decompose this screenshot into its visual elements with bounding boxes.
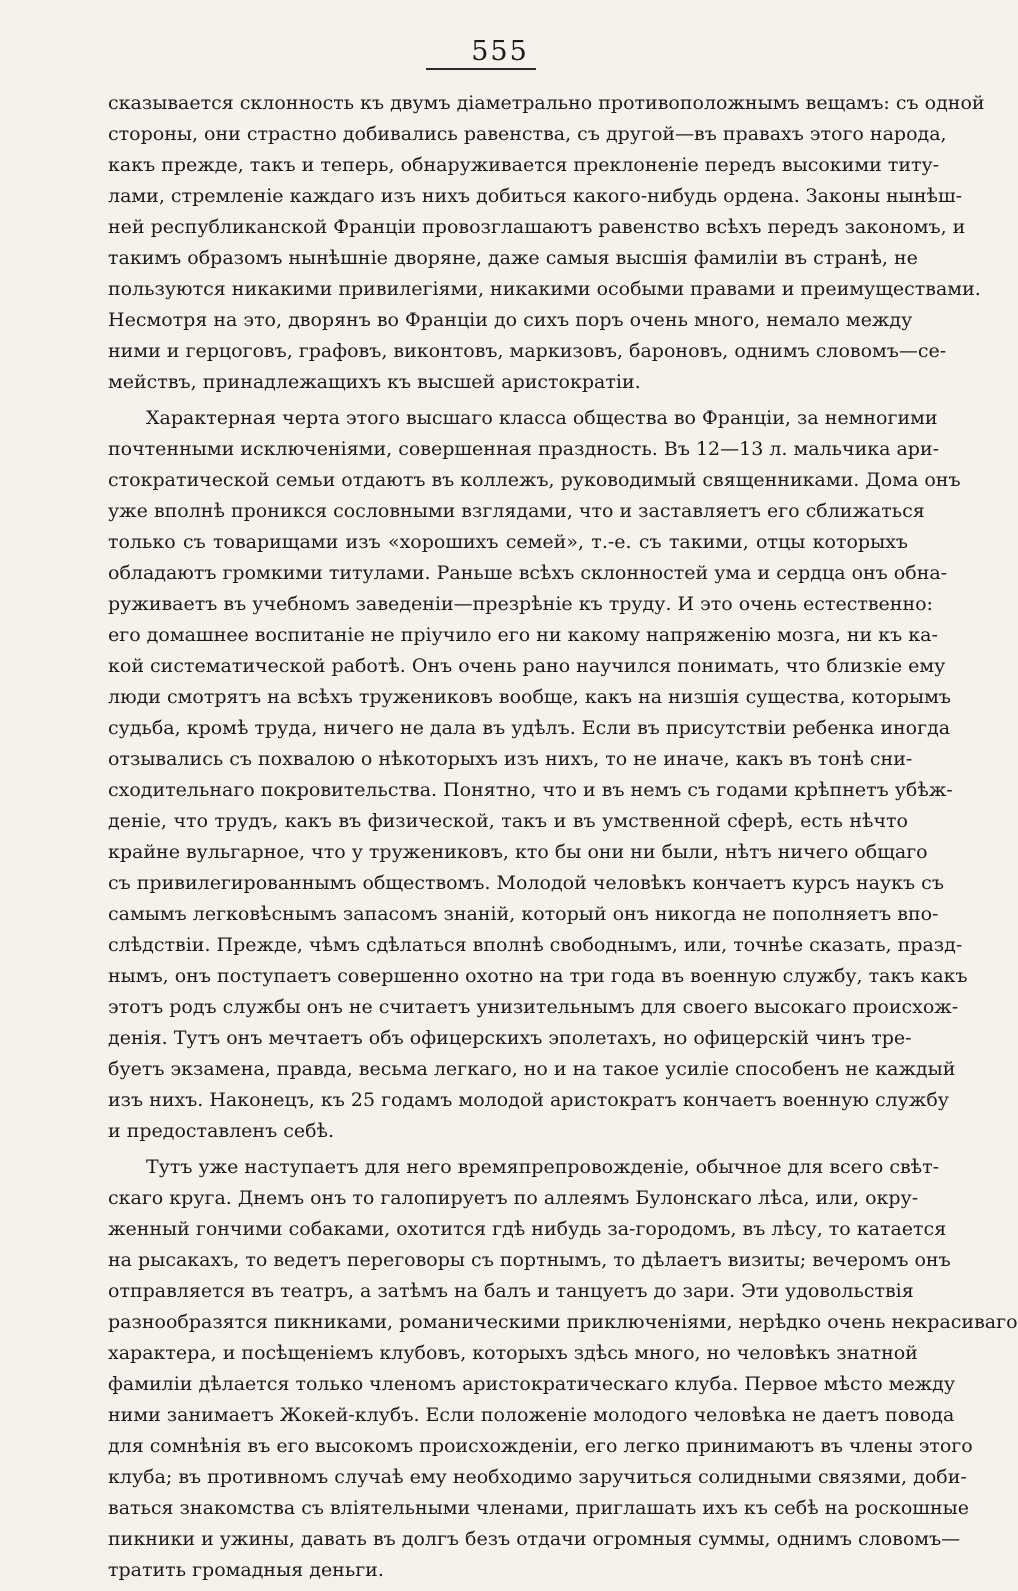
text-line: какъ прежде, такъ и теперь, обнаруживается преклоненіе передъ высокими титу-	[108, 154, 940, 176]
paragraph-2	[108, 403, 968, 1147]
text-line: денія. Тутъ онъ мечтаетъ объ офицерскихъ эполетахъ, но офицерскій чинъ тре-	[108, 1027, 912, 1049]
text-line: характера, и посѣщеніемъ клубовъ, которыхъ здѣсь много, но человѣкъ знатной	[108, 1342, 918, 1364]
text-line: скаго круга. Днемъ онъ то галопируетъ по аллеямъ Булонскаго лѣса, или, окру-	[108, 1187, 919, 1209]
page-number-rule	[426, 68, 536, 70]
text-line: пикники и ужины, давать въ долгъ безъ отдачи огромныя суммы, однимъ словомъ—	[108, 1528, 961, 1550]
text-line: фамиліи дѣлается только членомъ аристократическаго клуба. Первое мѣсто между	[108, 1373, 956, 1395]
text-line: клуба; въ противномъ случаѣ ему необходимо заручиться солидными связями, доби-	[108, 1466, 967, 1488]
text-line: судьба, кромѣ труда, ничего не дала въ удѣлъ. Если въ присутствіи ребенка иногда	[108, 717, 951, 739]
text-line: Несмотря на это, дворянъ во Франціи до сихъ поръ очень много, немало между	[108, 309, 913, 331]
text-line: самымъ легковѣснымъ запасомъ знаній, который онъ никогда не пополняетъ впо-	[108, 903, 939, 925]
text-line: стороны, они страстно добивались равенства, съ другой—въ правахъ этого народа,	[108, 123, 947, 145]
text-line: слѣдствіи. Прежде, чѣмъ сдѣлаться вполнѣ свободнымъ, или, точнѣе сказать, празд-	[108, 934, 963, 956]
text-line: крайне вульгарное, что у тружениковъ, кто бы они ни были, нѣтъ ничего общаго	[108, 841, 928, 863]
text-line: на рысакахъ, то ведетъ переговоры съ портнымъ, то дѣлаетъ визиты; вечеромъ онъ	[108, 1249, 951, 1271]
paragraph-3	[108, 1152, 1018, 1586]
text-line: ваться знакомства съ вліятельными членами, приглашать ихъ къ себѣ на роскошные	[108, 1497, 969, 1519]
text-line: изъ нихъ. Наконецъ, къ 25 годамъ молодой аристократъ кончаетъ военную службу	[108, 1089, 949, 1111]
text-line: ней республиканской Франціи провозглашаютъ равенство всѣхъ передъ закономъ, и	[108, 216, 966, 238]
text-line: лами, стремленіе каждаго изъ нихъ добиться какого-нибудь ордена. Законы нынѣш-	[108, 185, 963, 207]
text-line: стократической семьи отдаютъ въ коллежъ, руководимый священниками. Дома онъ	[108, 469, 961, 491]
paragraph-1	[108, 88, 985, 398]
text-line: Характерная черта этого высшаго класса общества во Франціи, за немногими	[146, 407, 938, 429]
text-line: почтенными исключеніями, совершенная праздность. Въ 12—13 л. мальчика ари-	[108, 438, 940, 460]
text-line: руживаетъ въ учебномъ заведеніи—презрѣніе къ труду. И это очень естественно:	[108, 593, 933, 615]
page-number: 555	[471, 36, 529, 67]
text-line: кой систематической работѣ. Онъ очень рано научился понимать, что близкіе ему	[108, 655, 946, 677]
text-line: деніе, что трудъ, какъ въ физической, такъ и въ умственной сферѣ, есть нѣчто	[108, 810, 908, 832]
text-line: пользуются никакими привилегіями, никакими особыми правами и преимуществами.	[108, 278, 981, 300]
text-line: сказывается склонность къ двумъ діаметрально противоположнымъ вещамъ: съ одной	[108, 92, 985, 114]
text-line: только съ товарищами изъ «хорошихъ семей», т.-е. съ такими, отцы которыхъ	[108, 531, 908, 553]
text-line: отправляется въ театръ, а затѣмъ на балъ и танцуетъ до зари. Эти удовольствія	[108, 1280, 914, 1302]
text-line: его домашнее воспитаніе не пріучило его ни какому напряженію мозга, ни къ ка-	[108, 624, 938, 646]
text-line: буетъ экзамена, правда, весьма легкаго, но и на такое усиліе способенъ не каждый	[108, 1058, 956, 1080]
text-line: женный гончими собаками, охотится гдѣ нибудь за-городомъ, въ лѣсу, то катается	[108, 1218, 947, 1240]
text-line: для сомнѣнія въ его высокомъ происхожденіи, его легко принимаютъ въ члены этого	[108, 1435, 973, 1457]
body-text	[108, 88, 1018, 1591]
text-line: тратить громадныя деньги.	[108, 1559, 384, 1581]
text-line: люди смотрятъ на всѣхъ тружениковъ вообще, какъ на низшія существа, которымъ	[108, 686, 951, 708]
text-line: обладаютъ громкими титулами. Раньше всѣхъ склонностей ума и сердца онъ обна-	[108, 562, 948, 584]
text-line: и предоставленъ себѣ.	[108, 1120, 335, 1142]
text-line: нымъ, онъ поступаетъ совершенно охотно на три года въ военную службу, такъ какъ	[108, 965, 968, 987]
text-line: ними занимаетъ Жокей-клубъ. Если положеніе молодого человѣка не даетъ повода	[108, 1404, 955, 1426]
text-line: отзывались съ похвалою о нѣкоторыхъ изъ нихъ, то не иначе, какъ въ тонѣ сни-	[108, 748, 913, 770]
text-line: съ привилегированнымъ обществомъ. Молодой человѣкъ кончаетъ курсъ наукъ съ	[108, 872, 944, 894]
text-line: Тутъ уже наступаетъ для него времяпрепровожденіе, обычное для всего свѣт-	[146, 1156, 940, 1178]
text-line: мействъ, принадлежащихъ къ высшей аристократіи.	[108, 371, 641, 393]
text-line: сходительнаго покровительства. Понятно, что и въ немъ съ годами крѣпнетъ убѣж-	[108, 779, 953, 801]
text-line: разнообразятся пикниками, романическими приключеніями, нерѣдко очень некрасиваго	[108, 1311, 1018, 1333]
text-line: уже вполнѣ проникся сословными взглядами, что и заставляетъ его сближаться	[108, 500, 925, 522]
text-line: ними и герцоговъ, графовъ, виконтовъ, маркизовъ, бароновъ, однимъ словомъ—се-	[108, 340, 947, 362]
text-line: этотъ родъ службы онъ не считаетъ унизительнымъ для своего высокаго происхож-	[108, 996, 959, 1018]
text-line: такимъ образомъ нынѣшніе дворяне, даже самыя высшія фамиліи въ странѣ, не	[108, 247, 918, 269]
